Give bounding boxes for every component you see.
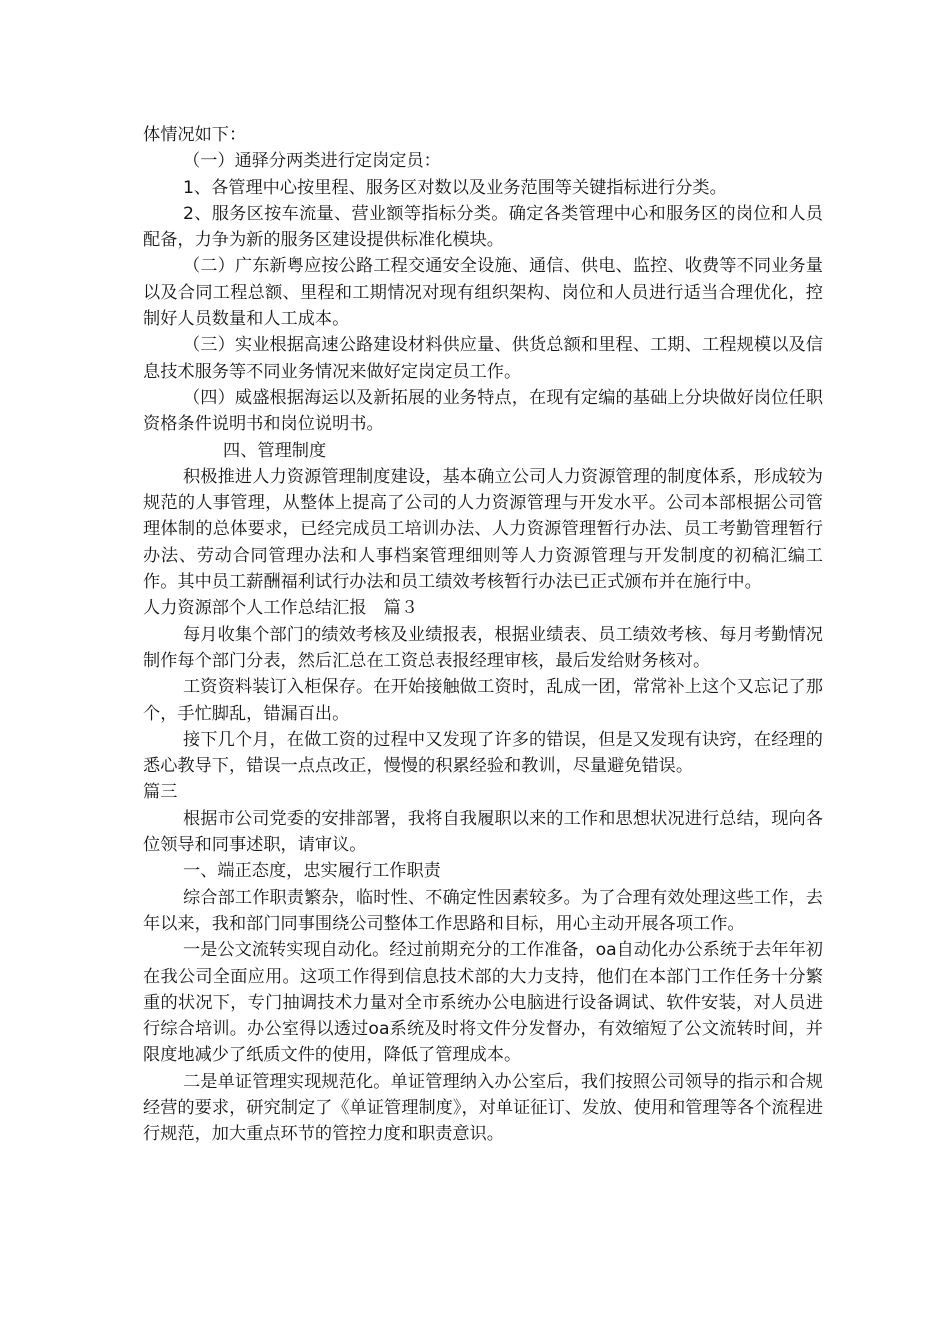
paragraph: 体情况如下： <box>143 125 247 145</box>
article-title: 人力资源部个人工作总结汇报 篇３ <box>143 598 419 619</box>
paragraph: 积极推进人力资源管理制度建设，基本确立公司人力资源管理的制度体系，形成较为规范的人事管理，从整体上提高了公司的人力资源管理与开发水平。公司本部根据公司管理体制的总体要求，已经完成员工培训办法、人力资源管理暂行办法、员工考勤管理暂行办法、劳动合同管理办法和人事档案管理细则等人力资源管理与开发制度的初稿汇编工作。其中员工薪酬福利试行办法和员工绩效考核暂行办法已正式颁布并在施行中。 <box>143 466 823 593</box>
section-heading: 四、管理制度 <box>223 440 327 461</box>
article-title: 篇三 <box>143 782 178 803</box>
document-page <box>143 122 823 1148</box>
paragraph: 根据市公司党委的安排部署，我将自我履职以来的工作和思想状况进行总结，现向各位领导和同事述职，请审议。 <box>143 808 823 856</box>
paragraph: 接下几个月，在做工资的过程中又发现了许多的错误，但是又发现有诀窍，在经理的悉心教导下，错误一点点改正，慢慢的积累经验和教训，尽量避免错误。 <box>143 729 823 777</box>
section-heading: 一、端正态度，忠实履行工作职责 <box>183 861 441 882</box>
paragraph: 综合部工作职责繁杂，临时性、不确定性因素较多。为了合理有效处理这些工作，去年以来，我和部门同事围绕公司整体工作思路和目标，用心主动开展各项工作。 <box>143 887 823 934</box>
paragraph: （一）通驿分两类进行定岗定员： <box>183 151 441 172</box>
paragraph: 每月收集个部门的绩效考核及业绩报表，根据业绩表、员工绩效考核、每月考勤情况制作每个部门分表，然后汇总在工资总表报经理审核，最后发给财务核对。 <box>143 624 823 671</box>
paragraph: 二是单证管理实现规范化。单证管理纳入办公室后，我们按照公司领导的指示和合规经营的要求，研究制定了《单证管理制度》，对单证征订、发放、使用和管理等各个流程进行规范，加大重点环节的管控力度和职责意识。 <box>143 1071 823 1145</box>
paragraph: 1、各管理中心按里程、服务区对数以及业务范围等关键指标进行分类。 <box>183 177 727 198</box>
paragraph: 2、服务区按车流量、营业额等指标分类。确定各类管理中心和服务区的岗位和人员配备，力争为新的服务区建设提供标准化模块。 <box>143 203 823 251</box>
paragraph: 工资资料装订入柜保存。在开始接触做工资时，乱成一团，常常补上这个又忘记了那个，手忙脚乱，错漏百出。 <box>143 677 823 724</box>
paragraph: （四）威盛根据海运以及新拓展的业务特点，在现有定编的基础上分块做好岗位任职资格条件说明书和岗位说明书。 <box>143 387 823 435</box>
paragraph: 一是公文流转实现自动化。经过前期充分的工作准备，oa自动化办公系统于去年年初在我公司全面应用。这项工作得到信息技术部的大力支持，他们在本部门工作任务十分繁重的状况下，专门抽调技术力量对全市系统办公电脑进行设备调试、软件安装，对人员进行综合培训。办公室得以透过oa系统及时将文件分发督办，有效缩短了公文流转时间，并限度地减少了纸质文件的使用，降低了管理成本。 <box>143 940 823 1066</box>
paragraph: （三）实业根据高速公路建设材料供应量、供货总额和里程、工期、工程规模以及信息技术服务等不同业务情况来做好定岗定员工作。 <box>143 335 823 382</box>
paragraph: （二）广东新粤应按公路工程交通安全设施、通信、供电、监控、收费等不同业务量以及合同工程总额、里程和工期情况对现有组织架构、岗位和人员进行适当合理优化，控制好人员数量和人工成本。 <box>143 256 823 330</box>
